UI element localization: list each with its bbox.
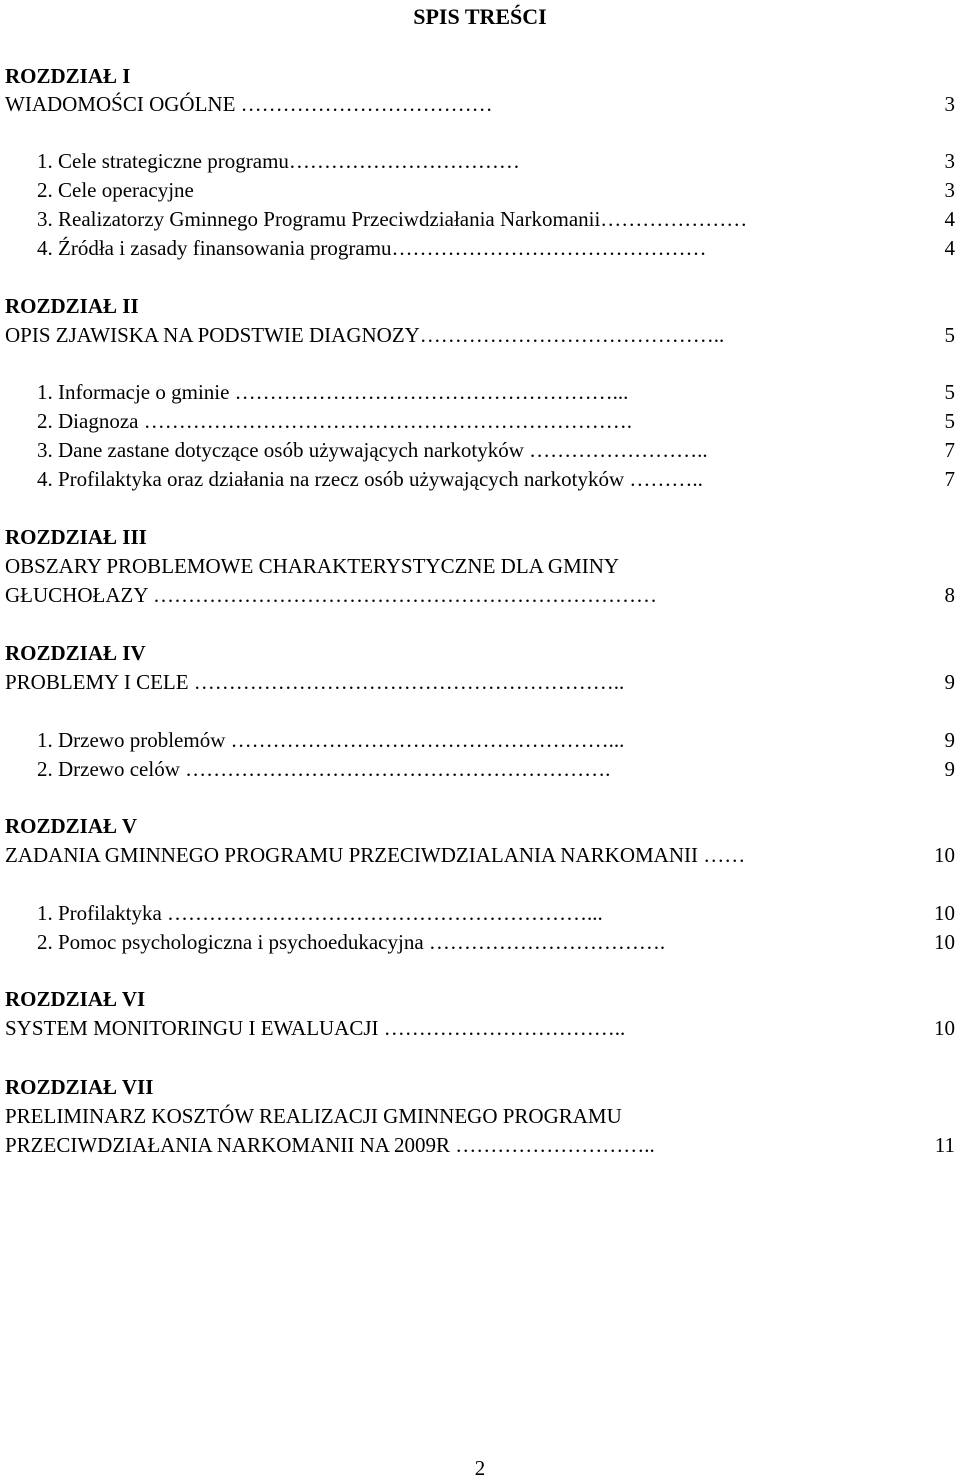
toc-page-number: 8 — [944, 583, 955, 607]
toc-entry — [5, 899, 955, 927]
toc-page-number: 3 — [944, 149, 955, 173]
toc-line-text: 2. Pomoc psychologiczna i psychoedukacyjna ……………………………. — [37, 930, 666, 954]
toc-line-text: 4. Profilaktyka oraz działania na rzecz osób używających narkotyków ……….. — [37, 467, 703, 491]
toc-page-number: 4 — [944, 236, 955, 260]
toc-chapter-2 — [5, 292, 955, 320]
toc-line-text: 4. Źródła i zasady finansowania programu……………………………………… — [37, 236, 707, 260]
toc-entry — [5, 147, 955, 175]
toc-entry — [5, 1102, 955, 1130]
toc-entry — [5, 726, 955, 754]
toc-chapter-4 — [5, 639, 955, 667]
toc-line-text: GŁUCHOŁAZY ……………………………………………………………… — [5, 583, 657, 607]
toc-line-text: ROZDZIAŁ VI — [5, 987, 146, 1011]
toc-entry — [5, 465, 955, 493]
toc-line-text: 2. Diagnoza ……………………………………………………………. — [37, 409, 632, 433]
toc-entry — [5, 1131, 955, 1159]
toc-page-number: 3 — [944, 92, 955, 116]
toc-line-text: PRZECIWDZIAŁANIA NARKOMANII NA 2009R ……………………….. — [5, 1133, 655, 1157]
toc-line-text: OPIS ZJAWISKA NA PODSTWIE DIAGNOZY…………………………………….. — [5, 323, 725, 347]
toc-page-number: 10 — [934, 843, 955, 867]
toc-line-text: 1. Cele strategiczne programu…………………………… — [37, 149, 520, 173]
toc-entry — [5, 841, 955, 869]
toc-line-text: WIADOMOŚCI OGÓLNE ……………………………… — [5, 92, 493, 116]
toc-entry — [5, 436, 955, 464]
toc-chapter-1 — [5, 62, 955, 90]
toc-entry — [5, 321, 955, 349]
toc-line-text: 1. Profilaktyka ……………………………………………………... — [37, 901, 603, 925]
toc-line-text: SYSTEM MONITORINGU I EWALUACJI …………………………….. — [5, 1016, 626, 1040]
toc-line-text: ROZDZIAŁ V — [5, 814, 138, 838]
toc-page-number: 9 — [944, 670, 955, 694]
toc-line-text: ROZDZIAŁ III — [5, 525, 147, 549]
toc-page-number: 7 — [944, 467, 955, 491]
toc-entry — [5, 234, 955, 262]
toc-line-text: 2. Cele operacyjne — [37, 178, 194, 202]
toc-entry — [5, 552, 955, 580]
toc-entry — [5, 176, 955, 204]
toc-entry — [5, 90, 955, 118]
toc-page-number: 3 — [944, 178, 955, 202]
toc-page-number: 7 — [944, 438, 955, 462]
toc-entry — [5, 205, 955, 233]
toc-page-number: 5 — [944, 323, 955, 347]
toc-line-text: ROZDZIAŁ I — [5, 64, 131, 88]
toc-chapter-5 — [5, 812, 955, 840]
toc-line-text: 1. Informacje o gminie ………………………………………………... — [37, 380, 629, 404]
toc-line-text: ROZDZIAŁ VII — [5, 1075, 154, 1099]
toc-page-number: 5 — [944, 409, 955, 433]
toc-line-text: 2. Drzewo celów ……………………………………………………. — [37, 757, 611, 781]
toc-entry — [5, 755, 955, 783]
toc-page-number: 10 — [934, 1016, 955, 1040]
toc-line-text: PRELIMINARZ KOSZTÓW REALIZACJI GMINNEGO PROGRAMU — [5, 1104, 622, 1128]
toc-line-text: ZADANIA GMINNEGO PROGRAMU PRZECIWDZIALANIA NARKOMANII …… — [5, 843, 746, 867]
toc-page-number: 4 — [944, 207, 955, 231]
toc-page-number: 5 — [944, 380, 955, 404]
page-number: 2 — [474, 1456, 486, 1480]
toc-entry — [5, 407, 955, 435]
toc-chapter-3 — [5, 523, 955, 551]
toc-chapter-7 — [5, 1073, 955, 1101]
toc-line-text: PROBLEMY I CELE …………………………………………………….. — [5, 670, 625, 694]
toc-line-text: 3. Realizatorzy Gminnego Programu Przeciwdziałania Narkomanii………………… — [37, 207, 748, 231]
toc-chapter-6 — [5, 985, 955, 1013]
toc-page-number: 10 — [934, 901, 955, 925]
toc-line-text: ROZDZIAŁ IV — [5, 641, 146, 665]
toc-line-text: 3. Dane zastane dotyczące osób używających narkotyków …………………….. — [37, 438, 708, 462]
toc-entry — [5, 928, 955, 956]
toc-page-number: 9 — [944, 757, 955, 781]
toc-entry — [5, 581, 955, 609]
toc-line-text: OBSZARY PROBLEMOWE CHARAKTERYSTYCZNE DLA GMINY — [5, 554, 620, 578]
toc-entry — [5, 378, 955, 406]
toc-line-text: 1. Drzewo problemów ………………………………………………... — [37, 728, 625, 752]
toc-page-number: 11 — [934, 1133, 955, 1157]
toc-page-number: 9 — [944, 728, 955, 752]
toc-entry — [5, 668, 955, 696]
toc-page-number: 10 — [934, 930, 955, 954]
toc-entry — [5, 1014, 955, 1042]
toc-line-text: ROZDZIAŁ II — [5, 294, 139, 318]
toc-title: SPIS TREŚCI — [413, 4, 547, 29]
